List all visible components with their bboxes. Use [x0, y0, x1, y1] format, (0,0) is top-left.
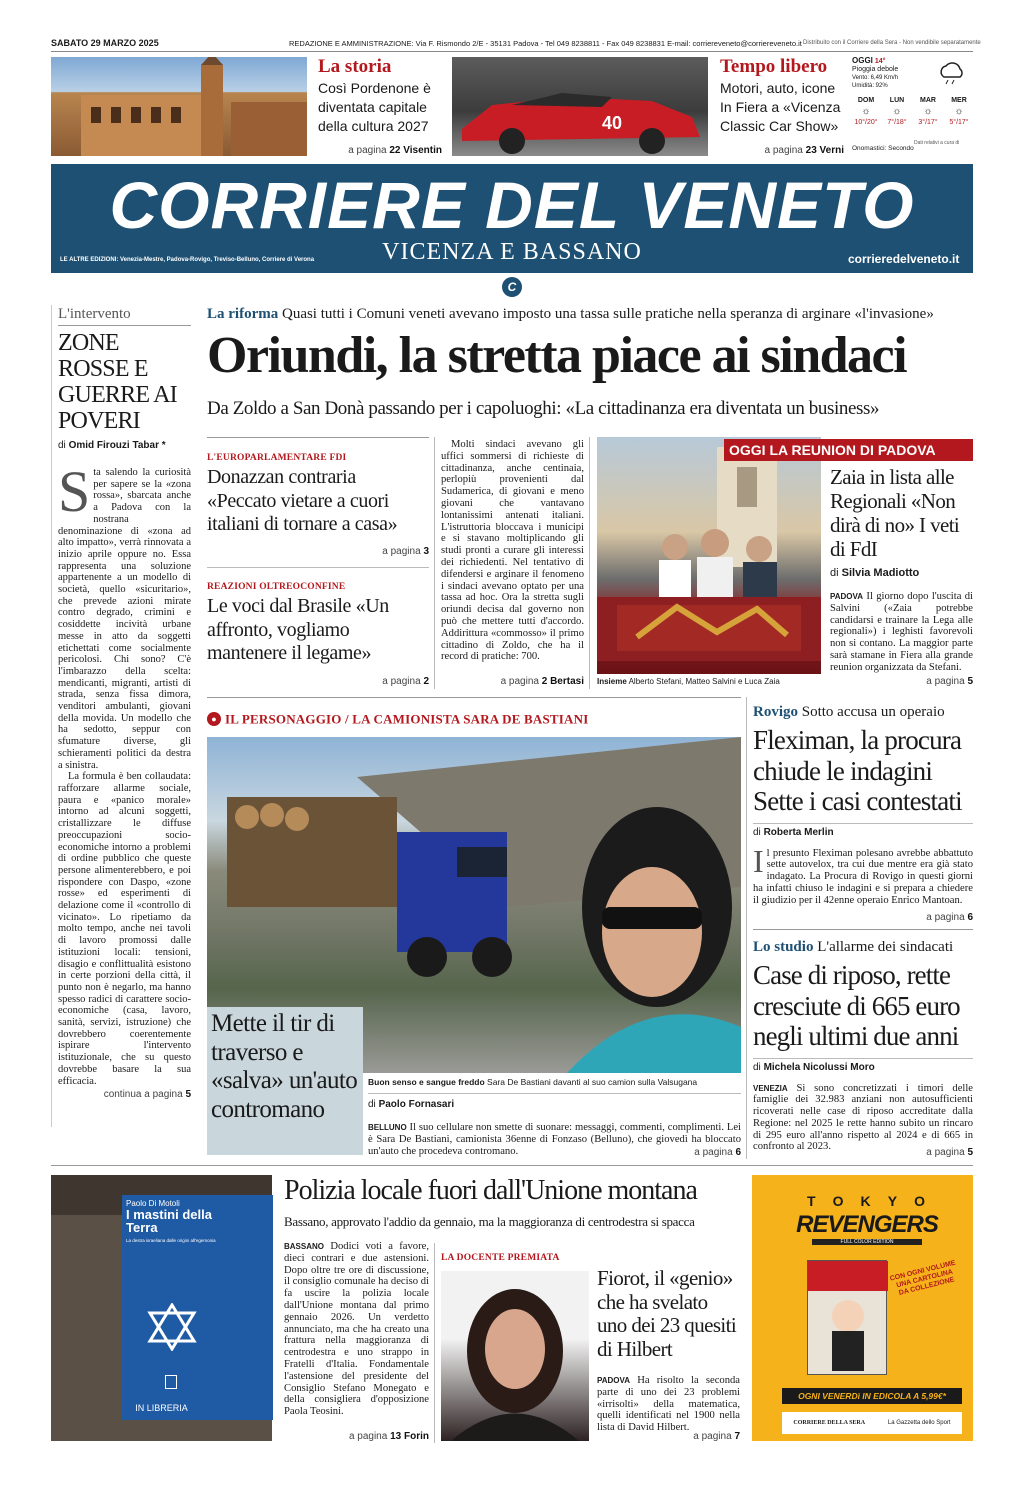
sub-article-brasile[interactable]	[207, 582, 429, 666]
masthead	[51, 164, 973, 273]
forecast-day: MER ☼ 5°/17°	[945, 97, 973, 127]
docente-article[interactable]: Fiorot, il «genio» che ha svelato uno dei 23 quesiti di Hilbert PADOVA Ha risolto la seconda parte di uno dei 23 problemi «irrisolti» della matematica, quelli identificati nel 1900 nella lista di David Hilbert.	[597, 1266, 740, 1434]
polizia-deck: Bassano, approvato l'addio da gennaio, ma la maggioranza di centrodestra si spacca	[284, 1214, 695, 1229]
brand-corriere: CORRIERE DELLA SERA	[793, 1420, 866, 1426]
sun-icon: ☼	[861, 106, 871, 117]
book-cover	[122, 1195, 273, 1420]
website-link[interactable]: corrieredelveneto.it	[848, 252, 960, 266]
page-ref: a pagina 6	[926, 912, 973, 923]
manga-cover	[807, 1260, 887, 1375]
page-ref: a pagina 2 Bertasi	[500, 676, 584, 687]
sub-kicker: REAZIONI OLTREOCONFINE	[207, 582, 346, 592]
fleximan-title: Fleximan, la procura chiude le indagini Sette i casi contestati	[753, 725, 962, 816]
palazzo-illustration	[51, 57, 307, 156]
polizia-article: BASSANO Dodici voti a favore, dieci contrari e due astensioni. Dopo oltre tre ore di discussione, il consiglio comunale ha deciso di fa uscire la polizia locale dall'Unione montana dal primo gennaio 2026. Un verdetto annunciato, ma che ha creato una frattura nella maggioranza di centrodestra e uno strappo in Fratelli d'Italia. Fondamentale l'astensione del presidente del Consiglio Stefano Monegato e della consigliera d'opposizione Paola Teosini.	[284, 1241, 429, 1418]
reunion-title: Zaia in lista alle Regionali «Non dirà di no» I veti di FdI	[830, 465, 960, 561]
teaser-text: Così Pordenone è diventata capitale della cultura 2027	[318, 80, 431, 134]
forecast-day: LUN ☼ 7°/18°	[883, 97, 911, 127]
ad-subtitle: FULL COLOR EDITION	[812, 1239, 922, 1245]
docente-title: Fiorot, il «genio» che ha svelato uno dei 23 quesiti di Hilbert	[597, 1266, 737, 1361]
corriere-badge-icon: C	[502, 277, 522, 297]
book-cta: IN LIBRERIA	[135, 1403, 188, 1413]
page-ref: a pagina 2	[382, 676, 429, 687]
issue-date: SABATO 29 MARZO 2025	[51, 38, 159, 48]
page-ref: a pagina 7	[693, 1431, 740, 1442]
ferrari-car-illustration	[452, 57, 708, 156]
lead-body: Molti sindaci avevano gli uffici sommersi di richieste di cittadinanza, anche centinaia, perlopiù provenienti dal Sudamerica, di giovani e meno giovani che vantavano lontanissimi antenati italiani. L'istruttoria bloccava i municipi e si stavano moltiplicando gli studi pronti a curare gli interessi dei richiedenti. Nel tentativo di difendersi e arginare il fenomeno i sindaci avevano optato per una tassa ad hoc. Ora la stretta sugli oriundi decisa dal governo non può che mettere tutti d'accordo. Addirittura «commosso» il primo cittadino di Zoldo, che ha il record di pratiche: 700.	[441, 439, 584, 663]
teaser-image-ferrari[interactable]	[452, 57, 708, 156]
portrait-illustration	[441, 1271, 589, 1441]
other-editions: LE ALTRE EDIZIONI: Venezia-Mestre, Padova-Rovigo, Treviso-Belluno, Corriere di Verona	[60, 257, 315, 263]
brand-gazzetta: La Gazzetta dello Sport	[887, 1420, 951, 1426]
weather-condition: Pioggia debole	[852, 66, 899, 73]
weather-wind: Vento: 6,49 Km/h	[852, 75, 899, 81]
quote-box	[207, 1007, 363, 1155]
author: Silvia Madiotto	[841, 567, 920, 579]
top-bar	[51, 38, 981, 50]
photo-caption: Insieme Alberto Stefani, Matteo Salvini e Luca Zaia	[597, 677, 780, 686]
book-advertisement[interactable]	[51, 1175, 272, 1441]
tokyo-revengers-advertisement[interactable]	[752, 1175, 973, 1441]
onomastici: Onomastici: Secondo	[852, 145, 914, 152]
book-subtitle: La destra israeliana dalle origini all'egemonia	[126, 1238, 216, 1243]
book-title: I mastini della Terra	[126, 1207, 212, 1235]
masthead-title[interactable]: CORRIERE DEL VENETO	[109, 168, 915, 242]
teaser-text: Motori, auto, icone In Fiera a «Vicenza Classic Car Show»	[720, 80, 841, 134]
author: Michela Nicolussi Moro	[763, 1061, 875, 1073]
photo-caption: Buon senso e sangue freddo Sara De Bastiani davanti al suo camion sulla Valsugana	[368, 1077, 698, 1087]
personaggio-kicker: ● IL PERSONAGGIO / LA CAMIONISTA SARA DE BASTIANI	[207, 710, 741, 728]
dropcap: S	[58, 459, 91, 524]
fleximan-article[interactable]: Rovigo Sotto accusa un operaio Fleximan, la procura chiude le indagini Sette i casi contestati di Roberta Merlin Il presunto Fleximan polesano avrebbe abbattuto sette autovelox, tra cui due mentre era già stato indagato. La Procura di Rovigo in questi giorni ha infatti chiuso le indagini e si prepara a chiedere il giudizio per il 42enne operaio Enrico Mantoan.	[753, 704, 973, 906]
weather-temp: 14°	[874, 58, 886, 65]
column-rule	[51, 305, 57, 1127]
teaser-kicker: La storia	[318, 56, 392, 77]
weather-today-label: OGGI	[852, 56, 873, 65]
teaser-page-ref: a pagina 22 Visentin	[348, 145, 442, 156]
star-of-david-icon	[147, 1303, 197, 1351]
pull-quote: Mette il tir di traverso e «salva» un'auto contromano	[211, 1010, 358, 1123]
weather-box	[852, 57, 973, 156]
personaggio-article[interactable]: di Paolo Fornasari BELLUNO Il suo cellulare non smette di suonare: messaggi, commenti, complimenti. Lei è Sara De Bastiani, camionista 36enne di Fonzaso (Belluno), che giovedì ha bloccato un'auto che procedeva contromano.	[368, 1099, 741, 1157]
ad-promo: CON OGNI VOLUME UNA CARTOLINA DA COLLEZIONE	[889, 1259, 957, 1297]
intervento-article[interactable]: L'intervento ZONE ROSSE E GUERRE AI POVERI di Omid Firouzi Tabar * Sta salendo la curiosità per sapere se la «zona rossa», sbarcata anche a Padova con la nostrana denominazione di «zona ad alto impatto», verrà rinnovata a inizio aprile oppure no. Essa rappresenta una soluzione appartenente a un modello di società, quello «sicuritario», che prevede azioni mirate contro degrado, crimini e cosiddette incività urbane messe in atto da soggetti etichettati come socialmente pericolosi. Chi sono? C'è l'imbarazzo della scelta: mendicanti, migranti, artisti di strada, senza fissa dimora, venditori ambulanti, giovani della movida. Un modello che ha sedotto, seppur con sfumature diverse, gli schieramenti politici da destra a sinistra. La formula è ben collaudata: rafforzare allarme sociale, paura e «panico morale» intorno ad alcuni soggetti, cristallizzare le diffuse preoccupazioni socio-economiche intorno a problemi di ordine pubblico che queste persone alimenterebbero, e poi rispondere con Daspo, «zone rosse» ed esperimenti di delazione come il «controllo di vicinato». Lo ripetiamo da molto tempo, anche nei tavoli di lavoro promossi dalle istituzioni locali: tensioni, disagio e conflittualità esistono in certe porzioni della città, il punto non è negarlo, ma hanno spesso radici di carattere socio-economiche (casa, lavoro, sanità, servizi, istruzione) che dovrebbero coerentemente ispirare l'intervento istituzionale, che su questo dovrebbe basare la sua efficacia. continua a pagina 5	[58, 306, 191, 1101]
author: Omid Firouzi Tabar *	[68, 440, 166, 451]
lead-kicker-line	[207, 305, 973, 323]
lead-deck: Da Zoldo a San Donà passando per i capoluoghi: «La cittadinanza era diventata un business»	[207, 398, 880, 419]
lead-kicker: La riforma	[207, 306, 279, 322]
page-ref: a pagina 3	[382, 546, 429, 557]
sun-icon: ☼	[923, 106, 933, 117]
tokyo-letters: T O K Y O	[807, 1193, 927, 1209]
lead-headline[interactable]: Oriundi, la stretta piace ai sindaci	[207, 327, 907, 384]
sub-title: Le voci dal Brasile «Un affronto, vogliamo mantenere il legame»	[207, 595, 389, 664]
sub-kicker: L'EUROPARLAMENTARE FDI	[207, 453, 347, 463]
reunion-article[interactable]: Zaia in lista alle Regionali «Non dirà di no» I veti di FdI di Silvia Madiotto PADOVA Il giorno dopo l'uscita di Salvini («Zaia potrebbe candidarsi e trainare la Lega alle regionali») i leghisti favorevoli non si contano. La maggior parte sarà stamane in Fiera alla grande reunion organizzata da Stefani.	[830, 465, 973, 673]
teaser-storia[interactable]	[318, 57, 442, 136]
reunion-banner: OGGI LA REUNION DI PADOVA	[724, 439, 973, 461]
page-ref: a pagina 5	[926, 676, 973, 687]
author: Roberta Merlin	[763, 826, 834, 838]
distribution-note: Distribuito con il Corriere della Sera - Non vendibile separatamente	[803, 40, 981, 46]
sun-icon: ☼	[954, 106, 964, 117]
manga-character-illustration	[808, 1261, 888, 1376]
sub-title: Donazzan contraria «Peccato vietare a cuori italiani di tornare a casa»	[207, 466, 398, 535]
forecast-day: DOM ☼ 10°/20°	[852, 97, 880, 127]
dropcap: I	[753, 842, 764, 879]
intervento-title: ZONE ROSSE E GUERRE AI POVERI	[58, 330, 177, 434]
weather-humidity: Umidità: 92%	[852, 83, 888, 89]
sub-article-donazzan[interactable]	[207, 453, 429, 537]
page-ref: a pagina 13 Forin	[348, 1431, 429, 1442]
sun-icon: ☼	[892, 106, 902, 117]
ad-brands	[782, 1412, 962, 1434]
teaser-page-ref: a pagina 23 Verni	[764, 145, 844, 156]
lead-kicker-text: Quasi tutti i Comuni veneti avevano imposto una tassa sulle pratiche nella speranza di arginare «l'invasione»	[281, 306, 934, 322]
pin-icon: ●	[207, 712, 221, 726]
weather-forecast	[852, 97, 973, 127]
weather-credit: Dati relativi a cura di	[914, 140, 960, 146]
teaser-kicker: Tempo libero	[720, 56, 828, 77]
docente-kicker: LA DOCENTE PREMIATA	[441, 1253, 560, 1263]
ad-price: OGNI VENERDì IN EDICOLA A 5,99€*	[782, 1388, 962, 1404]
docente-photo[interactable]	[441, 1271, 589, 1441]
ad-title: REVENGERS	[796, 1211, 938, 1238]
rain-cloud-icon	[938, 61, 966, 85]
case-riposo-article[interactable]: Lo studio L'allarme dei sindacati Case di riposo, rette cresciute di 665 euro negli ultimi due anni di Michela Nicolussi Moro VENEZIA Si sono concretizzati i timori delle famiglie dei 32.983 anziani non autosufficienti ricoverati nelle case di riposo accreditate dalla Regione: nel 2025 le rette hanno subito un rincaro di 295 euro all'anno rispetto al 2024 e di 665 in confronto al 2023.	[753, 939, 973, 1153]
page-ref: a pagina 6	[694, 1147, 741, 1158]
crowd-illustration	[597, 437, 821, 674]
polizia-headline[interactable]: Polizia locale fuori dall'Unione montana	[284, 1175, 697, 1206]
section-kicker: L'intervento	[58, 306, 131, 322]
intervento-body: Sta salendo la curiosità per sapere se la «zona rossa», sbarcata anche a Padova con la nostrana denominazione di «zona ad alto impatto», verrà rinnovata a inizio aprile oppure no. Essa rappresenta una soluzione appartenente a un modello di società, quello «sicuritario», che prevede azioni mirate contro degrado, crimini e cosiddette incività urbane messe in atto da soggetti etichettati come socialmente pericolosi. Chi sono? C'è l'imbarazzo della scelta: mendicanti, migranti, artisti di strada, senza fissa dimora, venditori ambulanti, giovani della movida. Un modello che ha sedotto, seppur con sfumature diverse, gli schieramenti politici da destra a sinistra. La formula è ben collaudata: rafforzare allarme sociale, paura e «panico morale» intorno ad alcuni soggetti, cristallizzare le diffuse preoccupazioni socio-economiche intorno a problemi di ordine pubblico che queste persone alimenterebbero, e poi rispondere con Daspo, «zone rosse» ed esperimenti di delazione come il «controllo di vicinato». Lo ripetiamo da molto tempo, anche nei tavoli di lavoro promossi dalle istituzioni locali: tensioni, disagio e conflittualità esistono in certe porzioni della città, il punto non è negarlo, ma hanno spesso radici di carattere socio-economiche (casa, lavoro, sanità, servizi, istruzione) che dovrebbero coerentemente ispirare l'intervento istituzionale, che su questo dovrebbe basare la sua efficacia.	[58, 459, 191, 1087]
teaser-tempo-libero[interactable]	[720, 57, 844, 136]
forecast-day: MAR ☼ 3°/17°	[914, 97, 942, 127]
teaser-image-pordenone[interactable]	[51, 57, 307, 156]
case-riposo-title: Case di riposo, rette cresciute di 665 euro negli ultimi due anni	[753, 960, 960, 1051]
reunion-photo[interactable]	[597, 437, 821, 674]
editorial-address: REDAZIONE E AMMINISTRAZIONE: Via F. Rismondo 2/E - 35131 Padova - Tel 049 8238811 - Fax 049 8238831 E-mail: corriereveneto@corriereveneto.it	[289, 39, 802, 48]
publisher-logo-icon	[165, 1375, 177, 1389]
page-ref: a pagina 5	[926, 1147, 973, 1158]
edition-name: VICENZA E BASSANO	[382, 239, 642, 265]
author: Paolo Fornasari	[378, 1099, 455, 1110]
svg-text:40: 40	[602, 113, 623, 133]
book-author: Paolo Di Motoli	[126, 1199, 180, 1208]
